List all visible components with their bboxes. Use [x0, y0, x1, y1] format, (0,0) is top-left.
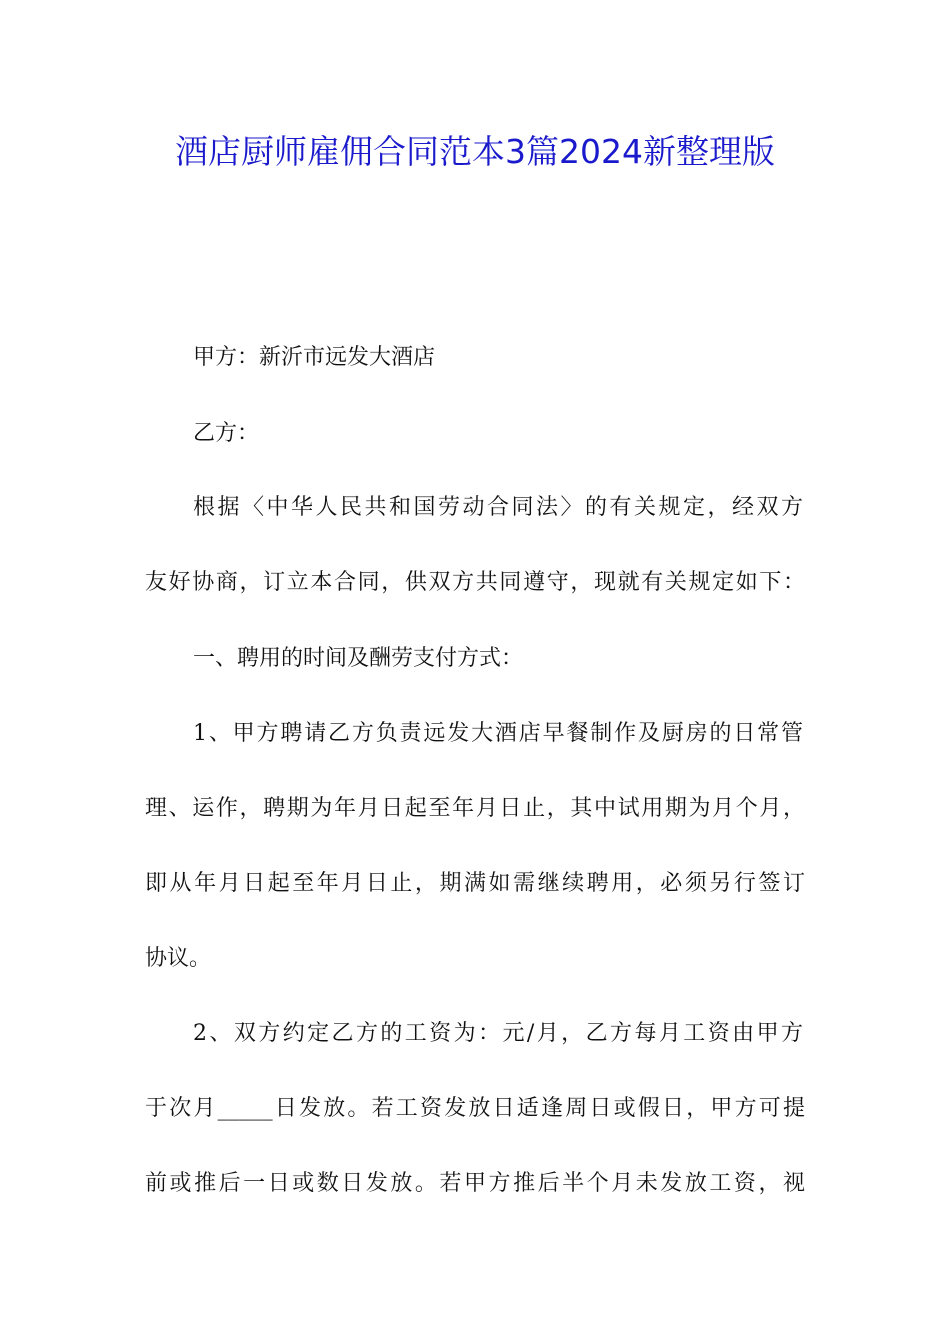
- paragraph-line: 友好协商，订立本合同，供双方共同遵守，现就有关规定如下：: [145, 570, 805, 595]
- paragraph-line: 根据〈中华人民共和国劳动合同法〉的有关规定，经双方: [193, 495, 803, 520]
- paragraph-line: 前或推后一日或数日发放。若甲方推后半个月未发放工资，视: [145, 1171, 805, 1196]
- document-title: 酒店厨师雇佣合同范本3篇2024新整理版: [175, 132, 775, 171]
- paragraph-line: 理、运作，聘期为年月日起至年月日止，其中试用期为月个月，: [145, 796, 805, 821]
- paragraph-line: 于次月_____日发放。若工资发放日适逢周日或假日，甲方可提: [145, 1096, 805, 1121]
- party-b-line: 乙方：: [193, 421, 260, 446]
- party-a-line: 甲方：新沂市远发大酒店: [193, 345, 436, 370]
- section-heading: 一、聘用的时间及酬劳支付方式：: [193, 646, 524, 671]
- paragraph-line: 1、甲方聘请乙方负责远发大酒店早餐制作及厨房的日常管: [193, 721, 803, 746]
- paragraph-line: 即从年月日起至年月日止，期满如需继续聘用，必须另行签订: [145, 871, 805, 896]
- paragraph-line: 2、双方约定乙方的工资为：元/月，乙方每月工资由甲方: [193, 1021, 803, 1046]
- paragraph-line: 协议。: [145, 946, 212, 971]
